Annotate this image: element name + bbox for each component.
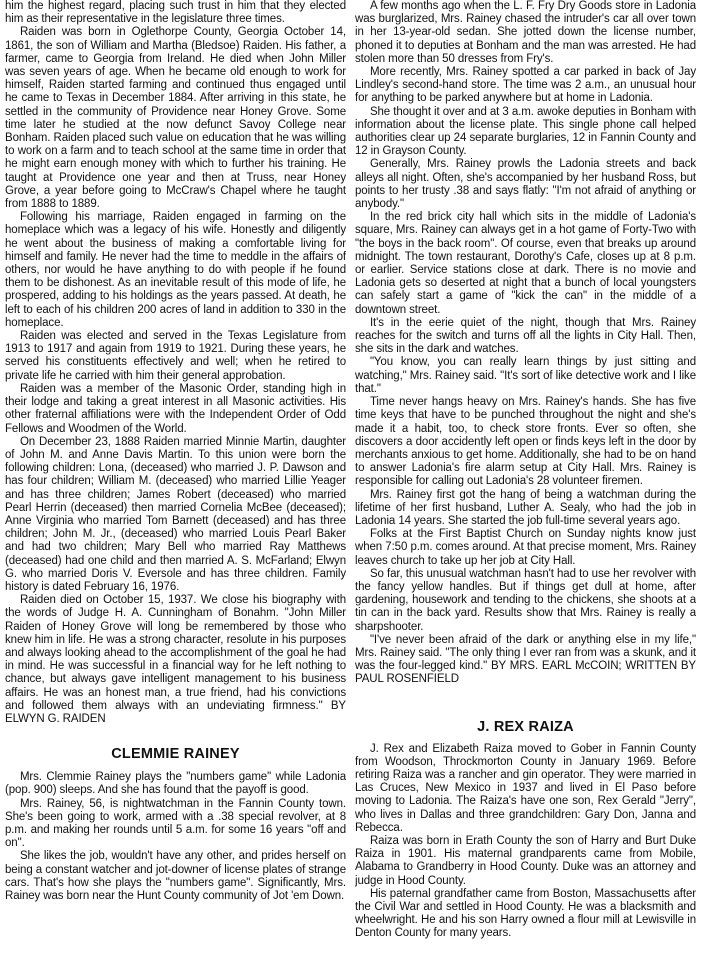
paragraph-rainey-time-keys: Time never hangs heavy on Mrs. Rainey's hands. She has five time keys that have to be punched throughout the night and she's made it a habit, too, to check store fronts. Ever so often, she discovers a door accidently left open or finds keys left in the door by merchants anxious to get home. Additionally, she had to be on hand to answer Ladonia's fire alarm setup at City Hall. Mrs. Rainey is responsible for calling out Ladonia's 28 volunteer firemen. [355, 396, 696, 488]
heading-j-rex-raiza: J. REX RAIZA [477, 718, 574, 735]
paragraph-rainey-church: Folks at the First Baptist Church on Sunday nights know just when 7:50 p.m. comes around. At that precise moment, Mrs. Rainey leaves church to take up her job at City Hall. [355, 528, 696, 567]
paragraph-rainey-job: Mrs. Rainey, 56, is nightwatchman in the Fannin County town. She's been going to work, armed with a .38 special revolver, at 8 p.m. and making her rounds until 5 a.m. for some 16 years "off and on". [5, 797, 346, 850]
paragraph-raiden-legislature: Raiden was elected and served in the Texas Legislature from 1913 to 1917 and again from 1919 to 1921. During these years, he served his constituents effectively and well; when he retired to private life he carried with him their general approbation. [5, 330, 346, 382]
paragraph-rainey-parked-car: More recently, Mrs. Rainey spotted a car parked in back of Jay Lindley's second-hand store. The time was 2 a.m., an unusual hour for anything to be parked anywhere but at home in Ladonia. [355, 66, 696, 105]
paragraph-raiden-farming: Following his marriage, Raiden engaged in farming on the homeplace which was a legacy of his wife. Honestly and diligently he went about the business of making a comfortable living for himself and family. He never had the time to meddle in the affairs of others, nor would he have anything to do with people if he found them to be dishonest. As an inevitable result of this mode of life, he prospered, adding to his holdings as the years passed. At death, he left to each of his children 200 acres of land in addition to 330 in the homeplace. [5, 211, 346, 329]
paragraph-raiden-masonic: Raiden was a member of the Masonic Order, standing high in their lodge and taking a great interest in all Masonic activities. His other fraternal affiliations were with the Independent Order of Odd Fellows and Woodmen of the World. [5, 382, 346, 435]
paragraph-rainey-city-hall: In the red brick city hall which sits in the middle of Ladonia's square, Mrs. Rainey can always get in a hot game of Forty-Two with "the boys in the back room". Of course, even that breaks up around midnight. The town restaurant, Dorothy's Cafe, closes up at 8 p.m. or earlier. Service stations close at dark. There is no movie and Ladonia gets so deserted at night that a bunch of local youngsters can safely start a game of "kick the can" in the middle of a downtown street. [355, 211, 696, 316]
paragraph-raiden-family: On December 23, 1888 Raiden married Minnie Martin, daughter of John M. and Anne Davis Martin. To this union were born the following children: Lona, (deceased) who married J. P. Dawson and has four children; William M. (deceased) who married Lillie Yeager and has three children; James Robert (deceased) who married Pearl Herrin (deceased) then married Cornelia McBee (deceased); Anne Virginia who married Tom Barnett (deceased) and has three children; John M. Jr., (deceased) who married Louis Pearl Baker and had two children; Mary Bell who married Ray Matthews (deceased) had one child and then married A. S. McFarland; Elwyn G. who married Doris V. Eversole and has three children. Family history is dated February 16, 1976. [5, 435, 346, 593]
paragraph-raiza-birth: Raiza was born in Erath County the son of Harry and Burt Duke Raiza in 1901. His maternal grandparents came from Mobile, Alabama to Grandberry in Hood County. Duke was an attorney and judge in Hood County. [355, 834, 696, 887]
paragraph-raiza-grandfather: His paternal grandfather came from Boston, Massachusetts after the Civil War and settled in Hood County. He was a blacksmith and wheelwright. He and his son Harry owned a flour mill at Lewisville in Denton County for many years. [355, 887, 696, 940]
paragraph-rainey-intro: Mrs. Clemmie Rainey plays the "numbers game" while Ladonia (pop. 900) sleeps. And she has found that the payoff is good. [5, 771, 346, 797]
paragraph-rainey-revolver: So far, this unusual watchman hasn't had to use her revolver with the fancy yellow handles. But if things get dull at home, after gardening, housework and tending to the chickens, she shoots at a tin can in the back yard. Results show that Mrs. Rainey is really a sharpshooter. [355, 567, 696, 633]
paragraph-rainey-first-husband: Mrs. Rainey first got the hang of being a watchman during the lifetime of her first husband, Luther A. Sealy, who had the job in Ladonia 14 years. She started the job full-time several years ago. [355, 488, 696, 527]
paragraph-rainey-numbers-game: She likes the job, wouldn't have any other, and prides herself on being a constant watcher and jot-downer of license plates of strange cars. That's how she plays the "numbers game". Significantly, Mrs. Rainey was born near the Hunt County community of Jot 'em Down. [5, 850, 346, 902]
heading-clemmie-rainey: CLEMMIE RAINEY [111, 746, 240, 763]
paragraph-rainey-prowls: Generally, Mrs. Rainey prowls the Ladonia streets and back alleys all night. Often, she's accompanied by her husband Ross, but points to her trusty .38 and says flatly: "I'm not afraid of anything or anybody." [355, 158, 696, 211]
right-column [355, 0, 696, 956]
paragraph-raiden-birth: Raiden was born in Oglethorpe County, Georgia October 14, 1861, the son of William and Martha (Bledsoe) Raiden. His father, a farmer, came to Georgia from Ireland. He died when John Miller was seven years of age. When he became old enough to work for himself, Raiden started farming and continued thus engaged until he came to Texas in December 1884. After arriving in this state, he settled in the community of Providence near Honey Grove. Some time later he studied at the now defunct Savoy College near Bonham. Raiden placed such value on education that he was willing to work on a farm and to teach school at the same time in order that he might earn enough money with which to further his training. He taught at Providence one year and then at Truss, near Honey Grove, a year before going to McCraw's Chapel where he taught from 1888 to 1889. [5, 26, 346, 211]
paragraph-rainey-phone-call: She thought it over and at 3 a.m. awoke deputies in Bonham with information about the license plate. This single phone call helped authorities clear up 24 separate burglaries, 12 in Fannin County and 12 in Grayson County. [355, 105, 696, 158]
left-column [5, 0, 346, 956]
paragraph-rainey-quote-watching: "You know, you can really learn things by just sitting and watching," Mrs. Rainey said. "It's sort of like detective work and I like that." [355, 356, 696, 395]
paragraph-raiden-continuation: him the highest regard, placing such trust in him that they elected him as their representative in the legislature three times. [5, 0, 346, 26]
paragraph-rainey-closing-quote: "I've never been afraid of the dark or anything else in my life," Mrs. Rainey said. "The only thing I ever ran from was a skunk, and it was the four-legged kind." BY MRS. EARL McCOIN; WRITTEN BY PAUL ROSENFIELD [355, 633, 696, 686]
paragraph-rainey-burglary: A few months ago when the L. F. Fry Dry Goods store in Ladonia was burglarized, Mrs. Rainey chased the intruder's car all over town in her 13-year-old sedan. She jotted down the license number, phoned it to deputies at Bonham and the man was arrested. He had stolen more than 50 dresses from Fry's. [355, 0, 696, 65]
paragraph-raiden-death: Raiden died on October 15, 1937. We close his biography with the words of Judge H. A. Cunningham of Bonahm. "John Miller Raiden of Honey Grove will long be remembered by those who knew him in life. He was a strong character, resolute in his purposes and always looking ahead to the accomplishment of the goal he had in mind. He was successful in a financial way for he left nothing to chance, but always gave intelligent management to his business affairs. He was an honest man, a true friend, had his convictions and followed them always with an undeviating firmness." BY ELWYN G. RAIDEN [5, 594, 346, 725]
paragraph-raiza-move: J. Rex and Elizabeth Raiza moved to Gober in Fannin County from Woodson, Throckmorton County in January 1969. Before retiring Raiza was a rancher and gin operator. They were married in Las Cruces, New Mexico in 1937 and lived in El Paso before moving to Ladonia. The Raiza's have one son, Rex Gerald "Jerry", who lives in Dallas and three grandchildren: Gary Don, Janna and Rebecca. [355, 742, 696, 834]
paragraph-rainey-quiet-night: It's in the eerie quiet of the night, though that Mrs. Rainey reaches for the switch and turns off all the lights in City Hall. Then, she sits in the dark and watches. [355, 316, 696, 356]
